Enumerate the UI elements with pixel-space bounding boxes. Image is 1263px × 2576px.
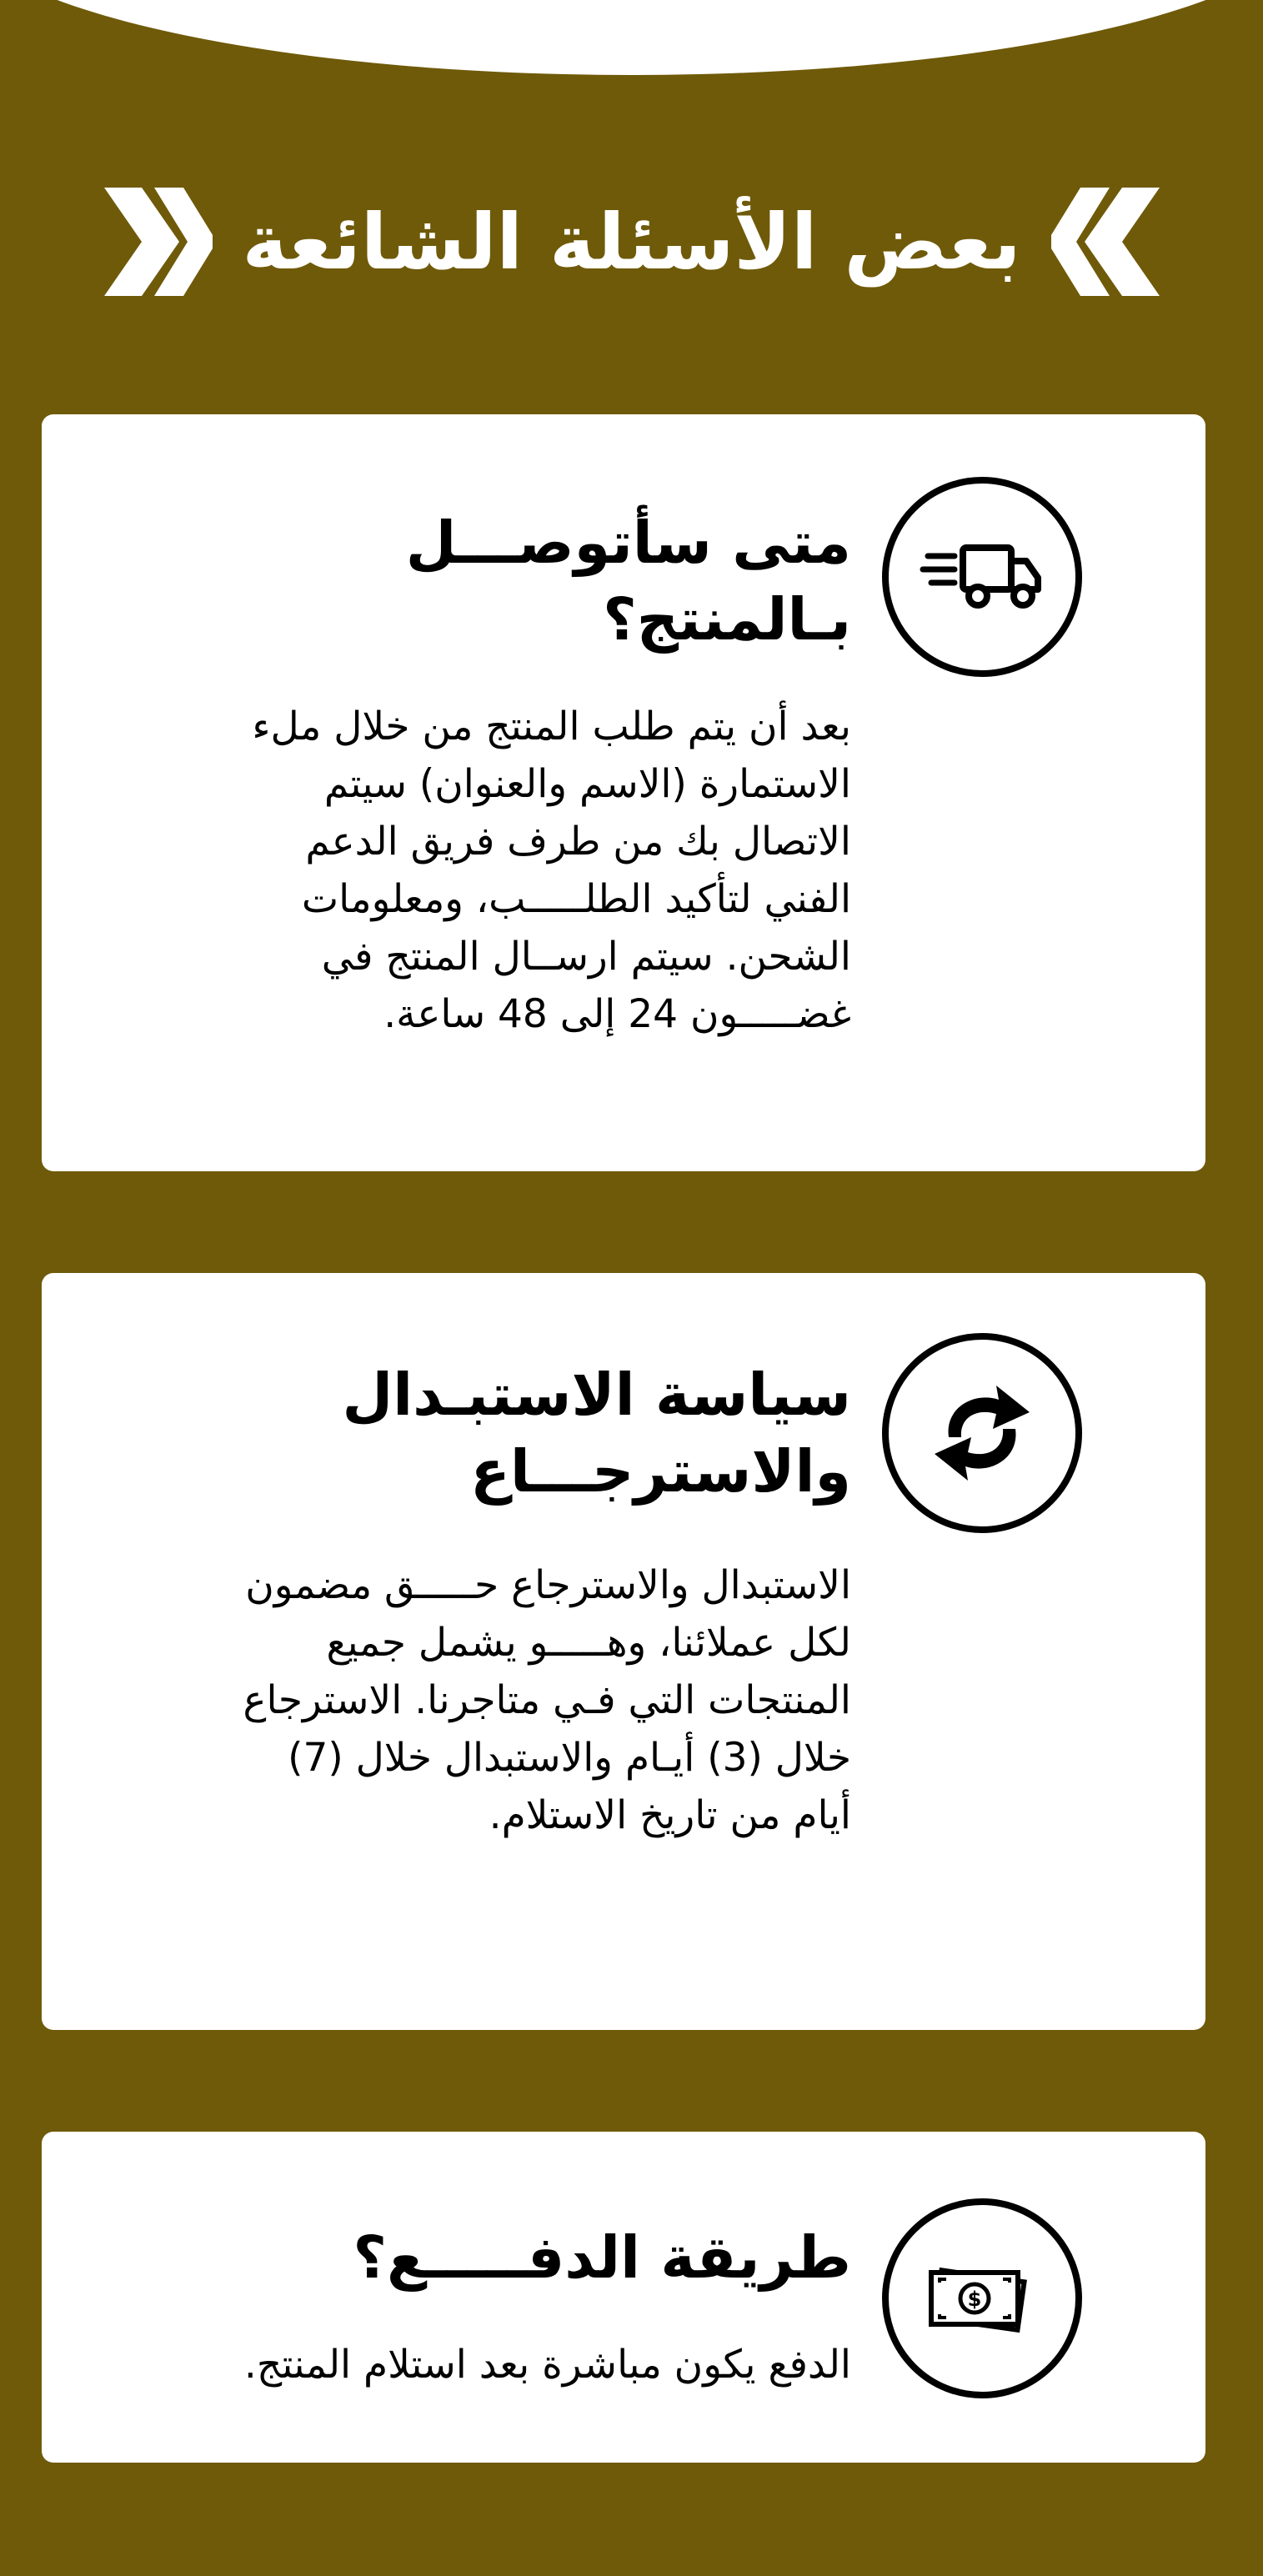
delivery-truck-icon: [882, 477, 1082, 677]
double-chevron-icon: [1051, 179, 1176, 304]
faq-card-returns: [42, 1273, 1205, 2030]
faq-answer: الدفع يكون مباشرة بعد استلام المنتج.: [243, 2342, 851, 2388]
refresh-arrows-icon: [882, 1333, 1082, 1533]
faq-card-delivery: [42, 414, 1205, 1171]
page-title: بعض الأسئلة الشائعة: [242, 197, 1021, 287]
money-bill-icon: [882, 2198, 1082, 2398]
money-bill-icon: [920, 2236, 1045, 2361]
double-chevron-icon: [88, 179, 213, 304]
svg-text:$: $: [967, 2288, 982, 2311]
delivery-truck-icon: [920, 514, 1045, 639]
faq-answer: الاستبدال والاسترجاع حـــــق مضمون لكل عملائنا، وهـــــو يشمل جميع المنتجات التي فـي متاجرنا. الاسترجاع خلال (3) أيـام والاستبدال خلال (7) أيام من تاريخ الاستلام.: [243, 1562, 851, 1838]
faq-question: متى سأتوصـــل بـالمنتج؟: [405, 509, 851, 654]
faq-question: سياسة الاستبـدال والاسترجـــاع: [342, 1361, 851, 1506]
faq-card-payment: [42, 2132, 1205, 2463]
faq-answer: بعد أن يتم طلب المنتج من خلال ملء الاستمارة (الاسم والعنوان) سيتم الاتصال بك من طرف فريق الدعم الفني لتأكيد الطلـــــب، ومعلومات الشحن. سيتم ارســال المنتج في غضـــــون 24 إلى 48 ساعة.: [252, 704, 851, 1037]
faq-question: طريقة الدفـــــع؟: [353, 2223, 851, 2292]
faq-header: [0, 179, 1263, 304]
refresh-arrows-icon: [920, 1371, 1045, 1496]
top-white-arc: [0, 0, 1263, 75]
